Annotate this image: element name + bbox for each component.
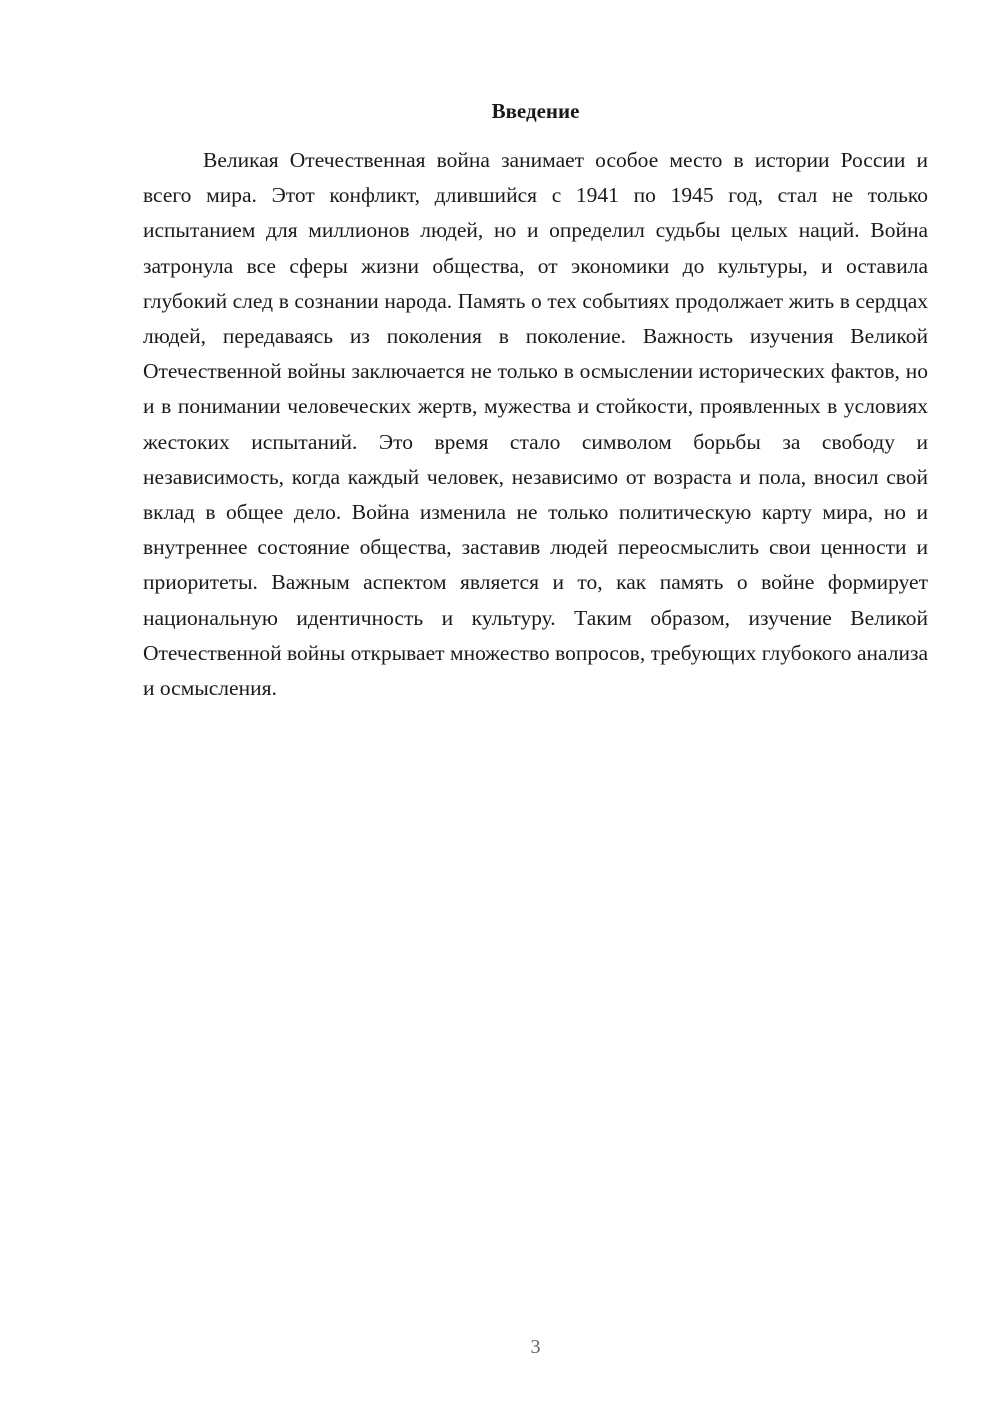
- body-paragraph: Великая Отечественная война занимает особое место в истории России и всего мира. Этот конфликт, длившийся с 1941 по 1945 год, стал не только испытанием для миллионов людей, но и определил судьбы целых наций. Война затронула все сферы жизни общества, от экономики до культуры, и оставила глубокий след в сознании народа. Память о тех событиях продолжает жить в сердцах людей, передаваясь из поколения в поколение. Важность изучения Великой Отечественной войны заключается не только в осмыслении исторических фактов, но и в понимании человеческих жертв, мужества и стойкости, проявленных в условиях жестоких испытаний. Это время стало символом борьбы за свободу и независимость, когда каждый человек, независимо от возраста и пола, вносил свой вклад в общее дело. Война изменила не только политическую карту мира, но и внутреннее состояние общества, заставив людей переосмыслить свои ценности и приоритеты. Важным аспектом является и то, как память о войне формирует национальную идентичность и культуру. Таким образом, изучение Великой Отечественной войны открывает множество вопросов, требующих глубокого анализа и осмысления.: [143, 148, 928, 701]
- page-number: 3: [530, 1336, 541, 1358]
- section-heading: Введение: [491, 99, 580, 123]
